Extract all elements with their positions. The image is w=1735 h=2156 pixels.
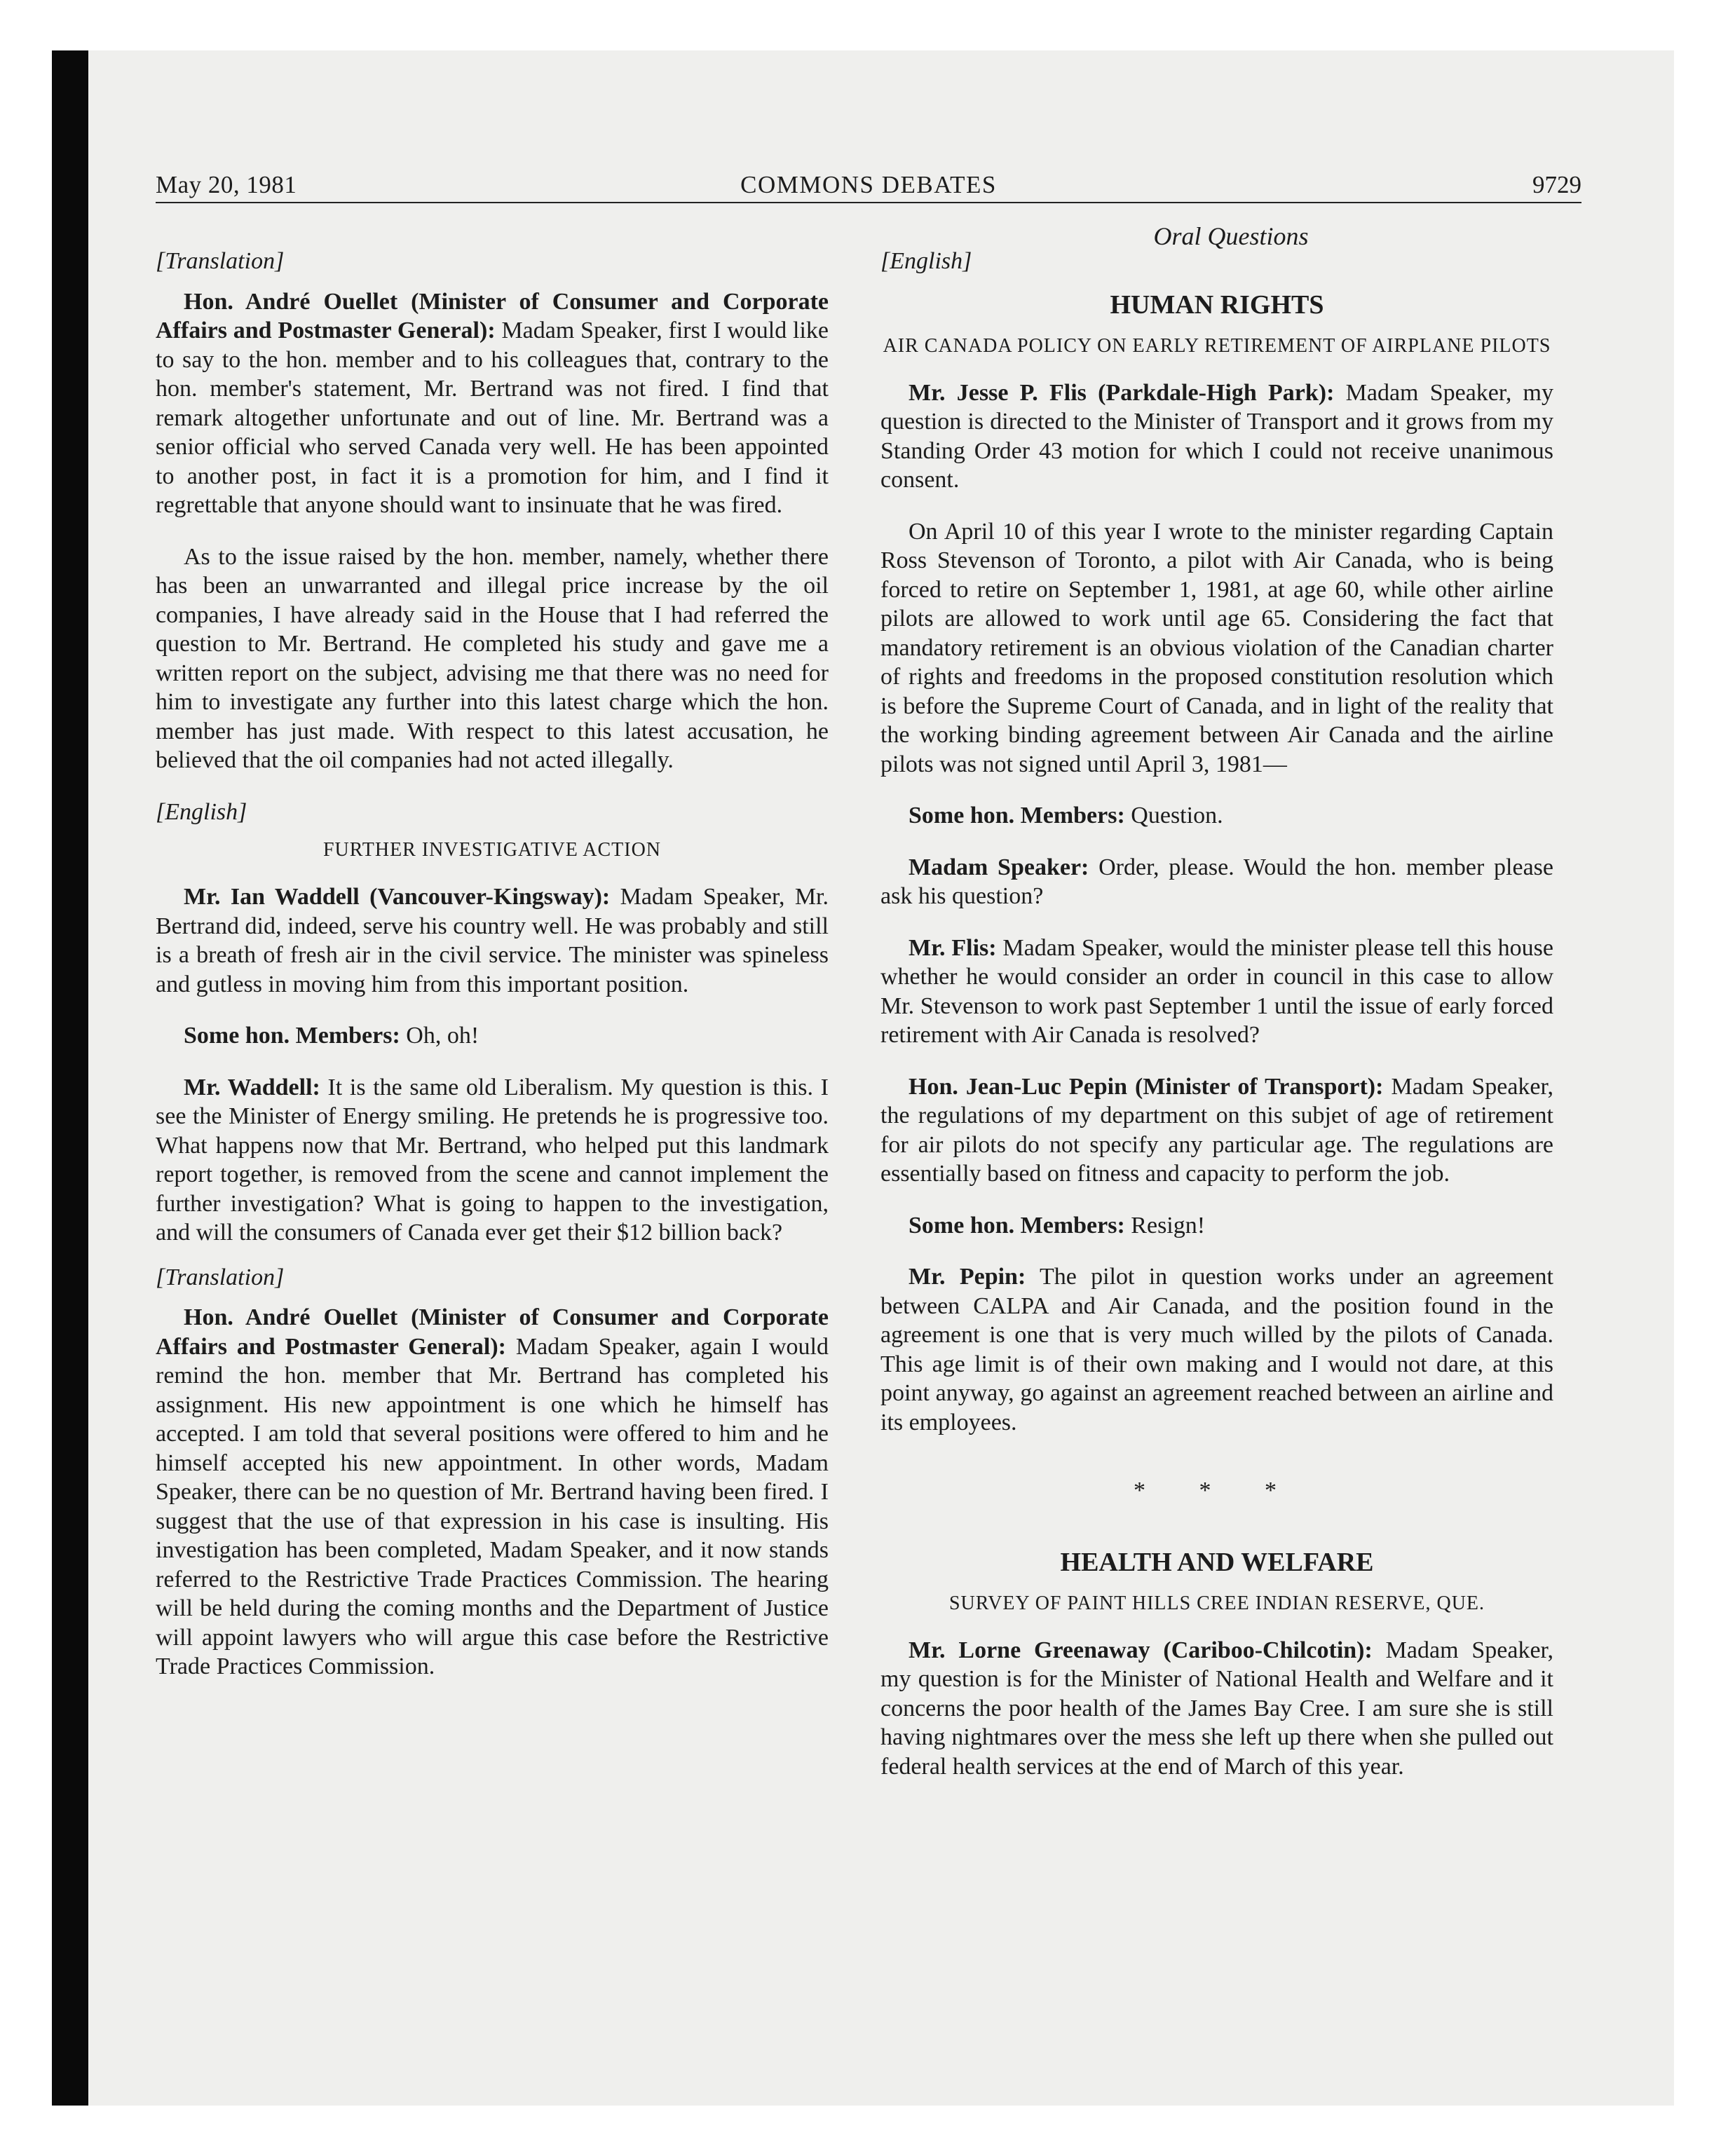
speech-text: It is the same old Liberalism. My question is this. I see the Minister of Energy smiling. He pretends he is progressive too. What happens now that Mr. Bertrand, who helped put this landmark report together, is removed from the scene and cannot implement the further investigation? What is going to happen to the investigation, and will the consumers of Canada ever get their $12 billion back? [156, 1074, 829, 1246]
speech-text: Madam Speaker, first I would like to say to the hon. member and to his colleagues that, contrary to the hon. member's statement, Mr. Bertrand was not fired. I find that remark altogether unfortunate and out of line. Mr. Bertrand was a senior official who served Canada very well. He has been appointed to another post, in fact it is a promotion for him, and I find it regrettable that anyone should want to insinuate that he was fired. [156, 318, 829, 518]
header-date: May 20, 1981 [156, 171, 297, 198]
speaker-name: Some hon. Members: [909, 803, 1125, 828]
speaker-name: Mr. Jesse P. Flis (Parkdale-High Park): [909, 379, 1335, 406]
speech-text: Madam Speaker, my question is for the Minister of National Health and Welfare and it concerns the poor health of the James Bay Cree. I am sure she is still having nightmares over the mess she left up there when she pulled out federal health services at the end of March of this year. [880, 1637, 1553, 1780]
speaker-name: Some hon. Members: [909, 1212, 1125, 1239]
running-header [156, 167, 1581, 203]
right-column [880, 247, 1553, 1803]
speaker-name: Mr. Flis: [909, 934, 997, 961]
running-section-title: Oral Questions [1153, 222, 1309, 250]
speech-paragraph [880, 1262, 1553, 1437]
subheading: FURTHER INVESTIGATIVE ACTION [322, 839, 662, 861]
subheading: SURVEY OF PAINT HILLS CREE INDIAN RESERVE, QUE. [948, 1592, 1485, 1614]
speaker-name: Hon. André Ouellet (Minister of Consumer and Corporate Affairs and Postmaster General): [156, 1304, 829, 1360]
speech-paragraph [156, 1073, 829, 1248]
speech-paragraph [156, 1021, 829, 1051]
speaker-name: Mr. Ian Waddell (Vancouver-Kingsway): [184, 884, 611, 910]
speech-paragraph [156, 287, 829, 520]
scan-edge [52, 50, 88, 2106]
language-marker: [Translation] [156, 1264, 285, 1290]
speech-text: Madam Speaker, would the minister please tell this house whether he would consider an order in council in this case to allow Mr. Stevenson to work past September 1 until the issue of early forced retirement with Air Canada is resolved? [880, 934, 1554, 1048]
speaker-name: Mr. Pepin: [909, 1264, 1026, 1290]
speech-text: On April 10 of this year I wrote to the minister regarding Captain Ross Stevenson of Toronto, a pilot with Air Canada, who is being forced to retire on September 1, 1981, at age 60, while other airline pilots are allowed to work until age 65. Considering the fact that mandatory retirement is an obvious violation of the Canadian charter of rights and freedoms in the proposed constitution resolution which is before the Supreme Court of Canada, and in light of the reality that the working binding agreement between Air Canada and the airline pilots was not signed until April 3, 1981— [880, 518, 1553, 777]
speech-paragraph [880, 934, 1553, 1050]
speech-paragraph [880, 378, 1553, 495]
speech-paragraph [880, 853, 1553, 911]
speech-text: The pilot in question works under an agreement between CALPA and Air Canada, and the position found in the agreement is one that is very much willed by the pilots of Canada. This age limit is of their own making and I would not dare, at this point anyway, go against an agreement reached between an airline and its employees. [880, 1264, 1553, 1435]
speech-text: Question. [1124, 803, 1223, 828]
section-heading: HUMAN RIGHTS [1110, 289, 1324, 320]
speech-text: Order, please. Would the hon. member please ask his question? [880, 854, 1553, 909]
speech-text: Madam Speaker, the regulations of my department on this subjet of age of retirement for air pilots do not specify any particular age. The regulations are essentially based on fitness and capacity to perform the job. [880, 1073, 1553, 1187]
speech-paragraph [880, 1636, 1553, 1782]
speaker-name: Mr. Waddell: [184, 1074, 320, 1100]
language-marker: [English] [156, 798, 247, 825]
speech-text: As to the issue raised by the hon. member, namely, whether there has been an unwarranted and illegal price increase by the oil companies, I have already said in the House that I had referred the question to Mr. Bertrand. He completed his study and gave me a written report on the subject, advising me that there was no need for him to investigate any further into this latest charge which the hon. member has just made. With respect to this latest accusation, he believed that the oil companies had not acted illegally. [156, 543, 829, 773]
speech-paragraph [880, 517, 1553, 779]
speech-paragraph [156, 1303, 829, 1681]
speaker-name: Mr. Lorne Greenaway (Cariboo-Chilcotin): [909, 1637, 1373, 1663]
speech-paragraph [880, 1072, 1553, 1189]
section-heading: HEALTH AND WELFARE [1060, 1547, 1374, 1577]
header-rule [156, 202, 1581, 203]
speaker-name: Hon. Jean-Luc Pepin (Minister of Transport): [909, 1073, 1384, 1100]
speech-text: Madam Speaker, again I would remind the hon. member that Mr. Bertrand has completed his assignment. His new appointment is one which he himself has accepted. I am told that several positions were offered to him and he himself accepted his new appointment. In other words, Madam Speaker, there can be no question of Mr. Bertrand having been fired. I suggest that the use of that expression in his case is insulting. His investigation has been completed, Madam Speaker, and it now stands referred to the Restrictive Trade Practices Commission. The hearing will be held during the coming months and the Department of Justice will appoint lawyers who will argue this case before the Restrictive Trade Practices Commission. [156, 1333, 829, 1679]
speaker-name: Madam Speaker: [909, 854, 1089, 880]
speech-paragraph [880, 1211, 1553, 1241]
header-title: COMMONS DEBATES [740, 171, 997, 198]
speech-paragraph [156, 543, 829, 775]
speech-text: Madam Speaker, Mr. Bertrand did, indeed, serve his country well. He was probably and still is a breath of fresh air in the civil service. The minister was spineless and gutless in moving him from this important position. [156, 884, 829, 997]
speech-paragraph [156, 882, 829, 999]
speaker-name: Hon. André Ouellet (Minister of Consumer and Corporate Affairs and Postmaster General): [156, 288, 829, 343]
section-separator: * * * [1134, 1478, 1300, 1503]
speech-text: Resign! [1124, 1212, 1206, 1239]
speaker-name: Some hon. Members: [184, 1023, 400, 1049]
speech-text: Oh, oh! [400, 1023, 479, 1049]
header-page-number: 9729 [1532, 171, 1581, 198]
left-column [156, 247, 829, 1704]
language-marker: [English] [880, 248, 972, 274]
subheading: AIR CANADA POLICY ON EARLY RETIREMENT OF AIRPLANE PILOTS [883, 334, 1551, 357]
speech-paragraph [880, 801, 1553, 831]
speech-text: Madam Speaker, my question is directed to the Minister of Transport and it grows from my Standing Order 43 motion for which I could not receive unanimous consent. [880, 379, 1553, 493]
language-marker: [Translation] [156, 248, 285, 274]
